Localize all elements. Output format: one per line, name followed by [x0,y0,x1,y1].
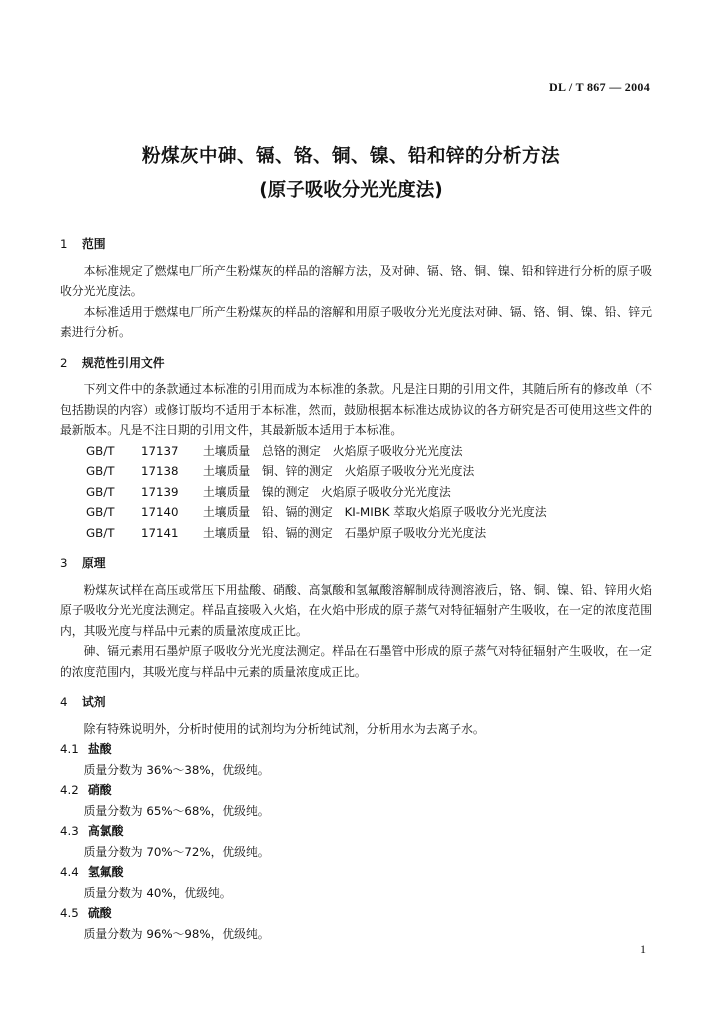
section-heading-principle [60,553,652,574]
document-subtitle: (原子吸收分光光度法) [259,180,443,201]
reference-item: GB/T 17141 土壤质量 铅、镉的测定 石墨炉原子吸收分光光度法 [86,525,487,540]
paragraph: 本标准适用于燃煤电厂所产生粉煤灰的样品的溶解和用原子吸收分光光度法对砷、镉、铬、铜、镍、铅、锌元素进行分析。 [60,304,652,339]
paragraph: 本标准规定了燃煤电厂所产生粉煤灰的样品的溶解方法，及对砷、镉、铬、铜、镍、铅和锌进行分析的原子吸收分光光度法。 [60,263,652,298]
reagent-description: 质量分数为 96%～98%，优级纯。 [83,926,270,941]
document-title: 粉煤灰中砷、镉、铬、铜、镍、铅和锌的分析方法 [141,146,560,167]
section-number: 3 [60,556,68,570]
paragraph: 砷、镉元素用石墨炉原子吸收分光光度法测定。样品在石墨管中形成的原子蒸气对特征辐射产生吸收，在一定的浓度范围内，其吸光度与样品中元素的质量浓度成正比。 [60,644,652,679]
reagent-description: 质量分数为 70%～72%，优级纯。 [83,844,270,859]
paragraph: 粉煤灰试样在高压或常压下用盐酸、硝酸、高氯酸和氢氟酸溶解制成待测溶液后，铬、铜、镍、铅、锌用火焰原子吸收分光光度法测定。样品直接吸入火焰，在火焰中形成的原子蒸气对特征辐射产生吸收，在一定的浓度范围内，其吸光度与样品中元素的质量浓度成正比。 [60,582,652,638]
section-title: 原理 [82,556,106,570]
reagent-heading: 4.5 硫酸 [60,906,112,920]
section-heading-scope [60,234,652,255]
reference-item: GB/T 17137 土壤质量 总铬的测定 火焰原子吸收分光光度法 [86,443,463,458]
reagent-heading: 4.4 氢氟酸 [60,865,124,879]
reagent-heading: 4.1 盐酸 [60,742,112,756]
reference-item: GB/T 17138 土壤质量 铜、锌的测定 火焰原子吸收分光光度法 [86,464,475,478]
reagent-description: 质量分数为 40%，优级纯。 [83,885,232,900]
section-title: 规范性引用文件 [82,355,165,370]
section-title: 范围 [82,237,106,251]
paragraph: 除有特殊说明外，分析时使用的试剂均为分析纯试剂，分析用水为去离子水。 [83,721,485,736]
standard-code: DL / T 867 — 2004 [548,80,650,94]
section-heading-reagents [60,692,652,713]
section-number: 4 [60,695,68,709]
page-number: 1 [640,942,646,956]
section-heading-references [60,353,652,374]
document-body [60,234,652,944]
section-title: 试剂 [82,695,106,709]
reagent-description: 质量分数为 36%～38%，优级纯。 [83,762,270,777]
section-number: 1 [60,237,68,251]
reagent-heading: 4.2 硝酸 [60,783,112,797]
reagent-description: 质量分数为 65%～68%，优级纯。 [83,803,270,818]
reference-list [60,441,652,544]
reference-item: GB/T 17139 土壤质量 镍的测定 火焰原子吸收分光光度法 [86,484,451,499]
paragraph: 下列文件中的条款通过本标准的引用而成为本标准的条款。凡是注日期的引用文件，其随后所有的修改单（不包括勘误的内容）或修订版均不适用于本标准，然而，鼓励根据本标准达成协议的各方研究是否可使用这些文件的最新版本。凡是不注日期的引用文件，其最新版本适用于本标准。 [60,382,652,437]
section-number: 2 [60,355,68,370]
reagent-list [60,739,652,944]
reagent-heading: 4.3 高氯酸 [60,824,124,838]
reference-item: GB/T 17140 土壤质量 铅、镉的测定 KI-MIBK 萃取火焰原子吸收分光光度法 [86,505,547,519]
